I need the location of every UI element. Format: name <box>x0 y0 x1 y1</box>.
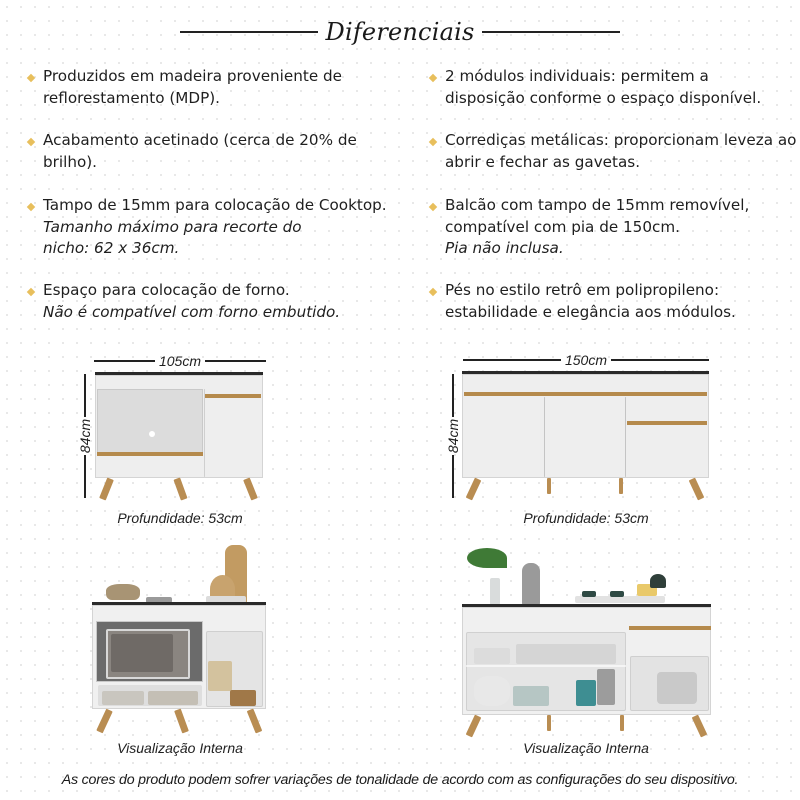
plates <box>516 644 616 664</box>
large-cabinet <box>462 374 709 478</box>
width-dimension <box>94 352 266 370</box>
cup <box>610 591 624 597</box>
plant <box>467 548 507 568</box>
door-divider <box>544 397 545 477</box>
diamond-bullet-icon <box>27 288 35 296</box>
wood-trim <box>97 452 203 456</box>
teapot <box>650 574 666 588</box>
wood-trim <box>205 394 261 398</box>
feature-item <box>428 66 763 130</box>
height-label: 84cm <box>445 418 461 454</box>
leg <box>247 709 262 734</box>
door-divider <box>204 389 205 477</box>
height-label: 84cm <box>77 418 93 454</box>
section-header <box>180 14 620 50</box>
feature-text: Produzidos em madeira proveniente de reflorestamento (MDP). <box>43 67 342 107</box>
shelf-board <box>466 665 626 667</box>
feature-item <box>428 130 798 195</box>
feature-text: 2 módulos individuais: permitem a disposição conforme o espaço disponível. <box>445 67 762 107</box>
feature-note: Não é compatível com forno embutido. <box>43 302 341 321</box>
feature-item <box>428 280 758 323</box>
leg <box>547 715 551 731</box>
glasses <box>474 648 510 664</box>
coffee-machine <box>522 563 540 605</box>
wood-trim <box>627 421 707 425</box>
diamond-bullet-icon <box>27 74 35 82</box>
feature-item <box>26 195 396 280</box>
feature-text: Corrediças metálicas: proporcionam leveza ao abrir e fechar as gavetas. <box>445 131 797 171</box>
feature-item <box>428 195 773 280</box>
door-divider <box>625 397 626 477</box>
feature-note: Pia não inclusa. <box>445 239 564 257</box>
feature-text: Balcão com tampo de 15mm removível, compatível com pia de 150cm. <box>445 196 750 236</box>
mug <box>576 680 596 706</box>
section-title: Diferenciais <box>325 18 475 46</box>
leg <box>692 715 708 738</box>
towel <box>102 691 144 705</box>
leg <box>96 709 112 734</box>
leg <box>689 478 705 501</box>
towel <box>148 691 198 705</box>
feature-text: Acabamento acetinado (cerca de 20% de brilho). <box>43 131 357 171</box>
leg <box>174 709 189 734</box>
wood-trim <box>464 392 707 396</box>
leg <box>466 478 482 501</box>
diamond-bullet-icon <box>429 288 437 296</box>
diamond-bullet-icon <box>429 138 437 146</box>
feature-item <box>26 66 396 130</box>
diamond-bullet-icon <box>27 203 35 211</box>
pot <box>106 584 140 600</box>
jar <box>208 661 232 691</box>
diamond-bullet-icon <box>429 203 437 211</box>
vase <box>490 578 500 605</box>
features-right-column <box>428 66 798 323</box>
color-disclaimer: As cores do produto podem sofrer variações de tonalidade de acordo com as configurações do seu dispositivo. <box>61 772 739 788</box>
cup <box>582 591 596 597</box>
wood-trim <box>629 626 711 630</box>
feature-note: Tamanho máximo para recorte do nicho: 62 x 36cm. <box>43 217 302 257</box>
cable-hole <box>149 431 155 437</box>
height-dimension <box>444 374 462 498</box>
oven-niche <box>97 389 203 453</box>
depth-caption: Profundidade: 53cm <box>523 510 649 526</box>
feature-text: Tampo de 15mm para colocação de Cooktop. <box>43 196 387 214</box>
leg <box>547 478 551 494</box>
pots <box>657 672 697 704</box>
jar <box>230 690 256 706</box>
feature-item <box>26 280 396 323</box>
coffee-pot <box>597 669 615 705</box>
title-rule-left <box>180 31 318 33</box>
width-dimension <box>463 351 709 369</box>
leg <box>99 477 114 500</box>
container <box>513 686 549 706</box>
height-dimension <box>76 374 94 498</box>
feature-item <box>26 130 396 195</box>
depth-caption: Profundidade: 53cm <box>117 510 243 526</box>
feature-text: Pés no estilo retrô em polipropileno: estabilidade e elegância aos módulos. <box>445 281 736 321</box>
leg <box>173 477 187 500</box>
diamond-bullet-icon <box>429 74 437 82</box>
interior-caption: Visualização Interna <box>523 740 649 756</box>
title-rule-right <box>482 31 620 33</box>
leg <box>466 715 482 738</box>
leg <box>243 477 258 500</box>
width-label: 105cm <box>158 353 202 369</box>
tray <box>575 596 665 603</box>
width-label: 150cm <box>564 352 608 368</box>
features-left-column <box>26 66 396 323</box>
feature-text: Espaço para colocação de forno. <box>43 281 290 299</box>
oven-window <box>111 634 173 672</box>
leg <box>619 478 623 494</box>
bowl <box>474 676 510 706</box>
diamond-bullet-icon <box>27 138 35 146</box>
interior-caption: Visualização Interna <box>117 740 243 756</box>
leg <box>620 715 624 731</box>
